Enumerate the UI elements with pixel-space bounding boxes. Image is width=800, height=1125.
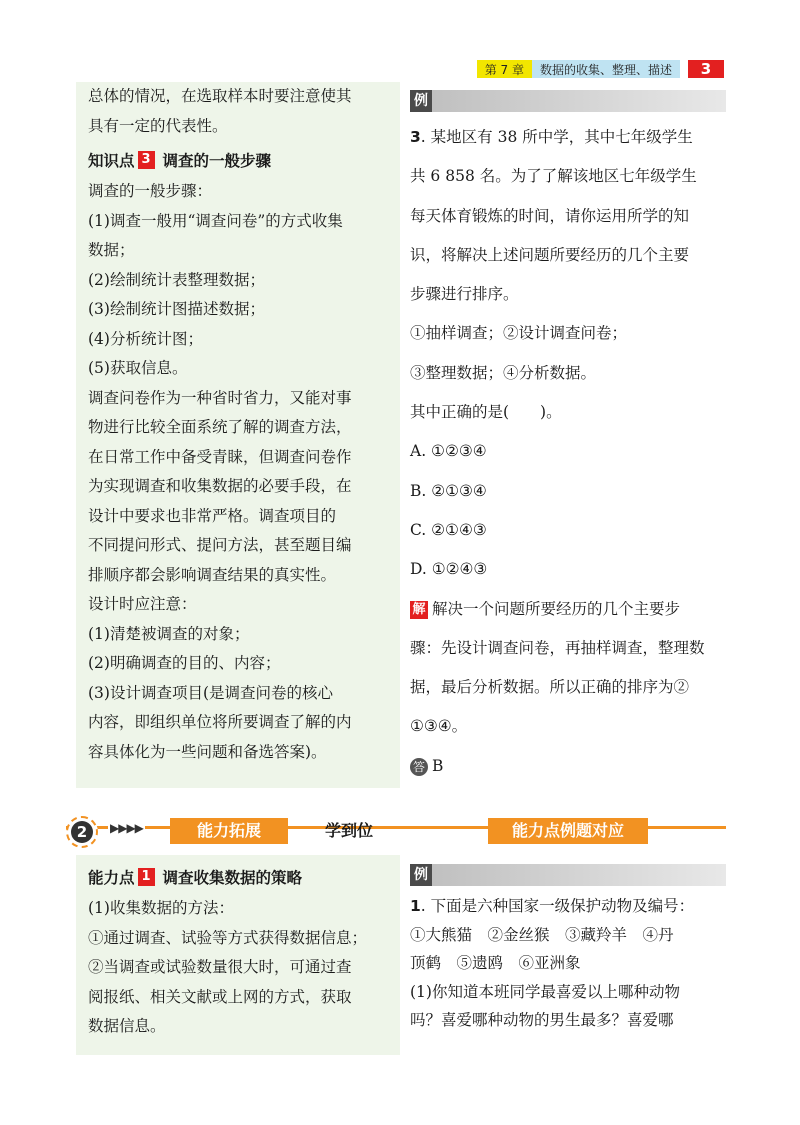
text-line: (2)明确调查的目的、内容；	[88, 654, 281, 672]
intro-line: 具有一定的代表性。	[88, 116, 228, 135]
solution-text: 解决一个问题所要经历的几个主要步	[432, 599, 681, 618]
text-line: 物进行比较全面系统了解的调查方法，	[88, 418, 352, 436]
solution-line: 据，最后分析数据。所以正确的排序为②	[410, 678, 690, 697]
question-line	[410, 892, 726, 921]
text-line: 不同提问形式、提问方法，甚至题目编	[88, 536, 352, 554]
right-top-column	[410, 86, 726, 786]
section-label-examples: 能力点例题对应	[488, 818, 648, 844]
text-line: 设计中要求也非常严格。调查项目的	[88, 506, 337, 525]
text-line: 数据；	[88, 241, 135, 259]
example-tag: 例	[410, 864, 432, 886]
question-number: 1	[410, 897, 421, 915]
text-line: ①通过调查、试验等方式获得数据信息；	[88, 928, 368, 947]
text-line: (4)分析统计图；	[88, 329, 203, 348]
text-line: 阅报纸、相关文献或上网的方式，获取	[88, 987, 352, 1006]
question-line: 其中正确的是( )。	[410, 403, 562, 422]
text-line: 排顺序都会影响调查结果的真实性。	[88, 565, 337, 584]
question-number: 3	[410, 128, 421, 146]
chapter-topic: 数据的收集、整理、描述	[532, 60, 680, 78]
question-text: . 某地区有 38 所中学，其中七年级学生	[420, 128, 693, 146]
text-line: (3)绘制统计图描述数据；	[88, 300, 265, 318]
arrows-icon: ▶▶▶▶	[110, 821, 143, 835]
text-line: 在日常工作中备受青睐，但调查问卷作	[88, 447, 352, 466]
ap-title: 调查收集数据的策略	[162, 869, 303, 887]
right-bottom-column	[410, 860, 726, 1035]
section-label-ability: 能力拓展	[170, 818, 288, 844]
section-banner	[66, 812, 726, 850]
question-line: 共 6 858 名。为了了解该地区七年级学生	[410, 167, 697, 186]
text-line: (1)收集数据的方法：	[88, 899, 234, 917]
ap-label: 能力点	[88, 869, 135, 887]
ability-point-heading	[88, 862, 394, 892]
text-line: 数据信息。	[88, 1017, 166, 1035]
example-bar	[410, 90, 726, 112]
question-line	[410, 118, 726, 157]
text-line: 设计时应注意：	[88, 595, 197, 613]
question-line: 每天体育锻炼的时间，请你运用所学的知	[410, 206, 690, 225]
solution-line: ①③④。	[410, 717, 468, 736]
left-bottom-column	[88, 858, 394, 1042]
option-c: C. ②①④③	[410, 520, 487, 539]
text-line: 容具体化为一些问题和备选答案)。	[88, 742, 327, 761]
solution-tag: 解	[410, 601, 428, 619]
question-line: 顶鹤 ⑤遗鸥 ⑥亚洲象	[410, 954, 581, 972]
ap-number-badge: 1	[138, 868, 155, 886]
question-line: 步骤进行排序。	[410, 285, 519, 304]
text-line: 为实现调查和收集数据的必要手段，在	[88, 477, 352, 495]
section-label-learn: 学到位	[324, 821, 373, 840]
text-line: (5)获取信息。	[88, 359, 188, 377]
solution-line	[410, 590, 726, 629]
option-d: D. ①②④③	[410, 560, 488, 579]
answer-tag: 答	[410, 758, 428, 776]
kp-number-badge: 3	[138, 151, 155, 169]
text-line: (1)清楚被调查的对象；	[88, 624, 250, 643]
kp-label: 知识点	[88, 152, 135, 170]
question-line: ①大熊猫 ②金丝猴 ③藏羚羊 ④丹	[410, 925, 674, 944]
question-line: ①抽样调查；②设计调查问卷；	[410, 324, 628, 343]
section-number: 2	[71, 821, 93, 843]
solution-line: 骤：先设计调查问卷，再抽样调查，整理数	[410, 638, 705, 657]
section-number-badge	[66, 816, 98, 848]
answer-value: B	[432, 756, 444, 775]
page-number: 3	[688, 60, 724, 78]
chapter-label: 第 7 章	[477, 60, 532, 78]
example-tag: 例	[410, 90, 432, 112]
text-line: 调查问卷作为一种省时省力，又能对事	[88, 388, 352, 407]
text-line: 内容，即组织单位将所要调查了解的内	[88, 713, 352, 731]
question-line: ③整理数据；④分析数据。	[410, 363, 597, 382]
option-b: B. ②①③④	[410, 481, 487, 500]
question-line: 吗？喜爱哪种动物的男生最多？喜爱哪	[410, 1011, 674, 1029]
question-line: (1)你知道本班同学最喜爱以上哪种动物	[410, 982, 680, 1001]
chapter-header	[477, 60, 724, 78]
intro-line: 总体的情况，在选取样本时要注意使其	[88, 87, 352, 105]
text-line: ②当调查或试验数量很大时，可通过查	[88, 958, 352, 976]
text-line: (1)调查一般用“调查问卷”的方式收集	[88, 211, 343, 230]
answer-line	[410, 747, 726, 786]
question-line: 识，将解决上述问题所要经历的几个主要	[410, 245, 690, 264]
kp-title: 调查的一般步骤	[162, 152, 272, 170]
text-line: 调查的一般步骤：	[88, 182, 213, 200]
question-text: . 下面是六种国家一级保护动物及编号：	[420, 897, 695, 915]
knowledge-point-heading	[88, 145, 394, 175]
text-line: (2)绘制统计表整理数据；	[88, 270, 265, 289]
example-bar	[410, 864, 726, 886]
text-line: (3)设计调查项目(是调查问卷的核心	[88, 683, 334, 702]
left-top-column	[88, 82, 394, 767]
option-a: A. ①②③④	[410, 442, 487, 461]
